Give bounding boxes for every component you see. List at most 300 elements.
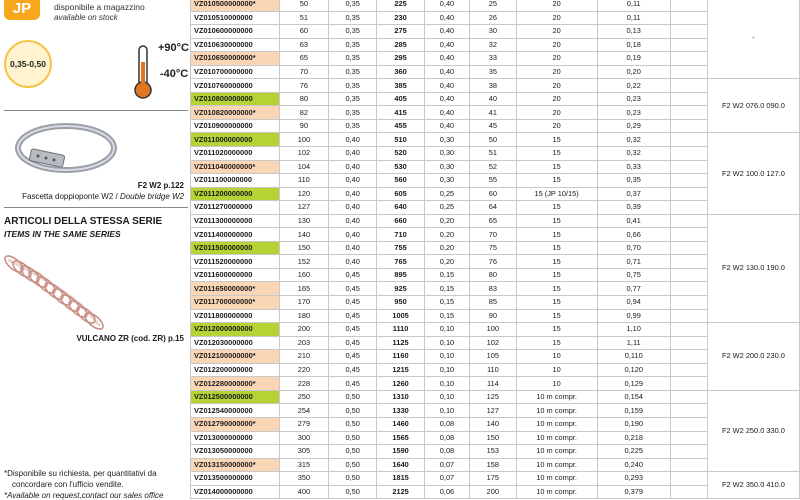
- article-code: VZ010820000000*: [191, 106, 280, 120]
- cell-c4: 1590: [377, 445, 424, 459]
- cell-c8: 0,23: [597, 92, 670, 106]
- cell-c4: 530: [377, 160, 424, 174]
- cell-c3: 0,35: [329, 0, 377, 11]
- cell-c4: 1460: [377, 417, 424, 431]
- cell-c7: 15: [516, 201, 597, 215]
- cell-c5: 0,20: [424, 241, 469, 255]
- cell-c5: 0,20: [424, 214, 469, 228]
- cell-c6: 33: [470, 52, 516, 66]
- cell-c4: 1110: [377, 323, 424, 337]
- cell-c2: 80: [279, 92, 328, 106]
- cell-c5: 0,10: [424, 363, 469, 377]
- cell-c5: 0,08: [424, 417, 469, 431]
- cell-c2: 110: [279, 174, 328, 188]
- cell-c2: 160: [279, 268, 328, 282]
- cell-empty: [670, 119, 707, 133]
- cell-c3: 0,45: [329, 282, 377, 296]
- article-code: VZ012540000000: [191, 404, 280, 418]
- cell-c7: 10 m compr.: [516, 458, 597, 472]
- cell-c2: 127: [279, 201, 328, 215]
- cell-c5: 0,15: [424, 309, 469, 323]
- table-row: [191, 133, 800, 147]
- cell-c6: 175: [470, 472, 516, 486]
- article-code: VZ011650000000*: [191, 282, 280, 296]
- article-code: VZ013150000000*: [191, 458, 280, 472]
- cell-c2: 279: [279, 417, 328, 431]
- cell-c8: 0,120: [597, 363, 670, 377]
- cell-empty: [670, 228, 707, 242]
- cell-c8: 0,94: [597, 296, 670, 310]
- cell-c6: 90: [470, 309, 516, 323]
- cell-empty: [670, 174, 707, 188]
- cell-empty: [670, 268, 707, 282]
- cell-c5: 0,10: [424, 404, 469, 418]
- cell-empty: [670, 458, 707, 472]
- cell-empty: [670, 133, 707, 147]
- cell-c4: 405: [377, 92, 424, 106]
- cell-c3: 0,50: [329, 445, 377, 459]
- article-code: VZ010760000000: [191, 79, 280, 93]
- cell-c6: 102: [470, 336, 516, 350]
- cell-c6: 50: [470, 133, 516, 147]
- cell-c3: 0,40: [329, 255, 377, 269]
- cell-c3: 0,50: [329, 417, 377, 431]
- cell-c2: 180: [279, 309, 328, 323]
- cell-c8: 0,70: [597, 241, 670, 255]
- temp-max: +90°C: [158, 42, 190, 54]
- cell-c4: 1310: [377, 390, 424, 404]
- cell-c3: 0,40: [329, 160, 377, 174]
- cell-c8: 0,190: [597, 417, 670, 431]
- cell-empty: [670, 390, 707, 404]
- cell-c7: 20: [516, 119, 597, 133]
- cell-c5: 0,30: [424, 133, 469, 147]
- cell-c4: 415: [377, 106, 424, 120]
- cell-empty: [670, 79, 707, 93]
- cell-c8: 0,23: [597, 106, 670, 120]
- cell-c3: 0,35: [329, 119, 377, 133]
- cell-empty: [670, 65, 707, 79]
- cell-c4: 1260: [377, 377, 424, 391]
- cell-c2: 63: [279, 38, 328, 52]
- cell-c5: 0,30: [424, 147, 469, 161]
- cell-c4: 710: [377, 228, 424, 242]
- series-title: ARTICOLI DELLA STESSA SERIE: [4, 216, 163, 227]
- cell-c3: 0,45: [329, 268, 377, 282]
- cell-c3: 0,50: [329, 472, 377, 486]
- cell-c4: 1565: [377, 431, 424, 445]
- article-code: VZ013050000000: [191, 445, 280, 459]
- cell-c6: 25: [470, 0, 516, 11]
- cell-c3: 0,35: [329, 92, 377, 106]
- cell-c7: 20: [516, 79, 597, 93]
- cell-c7: 15: [516, 133, 597, 147]
- cell-c6: 110: [470, 363, 516, 377]
- cell-c3: 0,35: [329, 38, 377, 52]
- cell-c8: 1,10: [597, 323, 670, 337]
- cell-c8: 0,71: [597, 255, 670, 269]
- cell-c8: 0,41: [597, 214, 670, 228]
- cell-c6: 30: [470, 25, 516, 39]
- cell-empty: [670, 363, 707, 377]
- hose-image: [4, 252, 104, 330]
- article-code: VZ010500000000*: [191, 0, 280, 11]
- cell-c6: 40: [470, 92, 516, 106]
- cell-c8: 0,110: [597, 350, 670, 364]
- cell-c2: 50: [279, 0, 328, 11]
- cell-c5: 0,15: [424, 282, 469, 296]
- cell-c4: 510: [377, 133, 424, 147]
- cell-c8: 0,35: [597, 174, 670, 188]
- divider: [4, 110, 188, 111]
- article-code: VZ011600000000: [191, 268, 280, 282]
- cell-c7: 15: [516, 336, 597, 350]
- cell-c4: 660: [377, 214, 424, 228]
- cell-empty: [670, 201, 707, 215]
- cell-c5: 0,10: [424, 336, 469, 350]
- cell-c7: 15: [516, 255, 597, 269]
- cell-c5: 0,40: [424, 119, 469, 133]
- cell-c2: 150: [279, 241, 328, 255]
- cell-c7: 15: [516, 147, 597, 161]
- article-code: VZ011700000000*: [191, 296, 280, 310]
- thermometer-icon: [128, 42, 158, 102]
- cell-c7: 15: [516, 323, 597, 337]
- cell-c8: 0,99: [597, 309, 670, 323]
- cell-empty: [670, 38, 707, 52]
- article-code: VZ011270000000: [191, 201, 280, 215]
- cell-c6: 70: [470, 228, 516, 242]
- product-table-area: [190, 0, 800, 500]
- hose-reference: VULCANO ZR (cod. ZR) p.15: [76, 334, 184, 343]
- product-table: [190, 0, 800, 499]
- article-code: VZ012500000000: [191, 390, 280, 404]
- cell-c6: 127: [470, 404, 516, 418]
- cell-c4: 1005: [377, 309, 424, 323]
- article-code: VZ010510000000: [191, 11, 280, 25]
- cell-c4: 275: [377, 25, 424, 39]
- cell-c7: 15: [516, 174, 597, 188]
- cell-c5: 0,40: [424, 52, 469, 66]
- cell-c6: 80: [470, 268, 516, 282]
- cell-c7: 10 m compr.: [516, 445, 597, 459]
- cell-c2: 203: [279, 336, 328, 350]
- cell-c3: 0,40: [329, 201, 377, 215]
- cell-c5: 0,15: [424, 296, 469, 310]
- series-title-en: ITEMS IN THE SAME SERIES: [4, 229, 121, 239]
- article-code: VZ011800000000: [191, 309, 280, 323]
- cell-c5: 0,10: [424, 390, 469, 404]
- cell-c3: 0,50: [329, 431, 377, 445]
- cell-empty: [670, 296, 707, 310]
- cell-c8: 0,33: [597, 160, 670, 174]
- cell-c8: 0,32: [597, 147, 670, 161]
- cell-c8: 0,19: [597, 52, 670, 66]
- table-row: [191, 323, 800, 337]
- cell-c5: 0,20: [424, 255, 469, 269]
- cell-c6: 65: [470, 214, 516, 228]
- cell-c7: 20: [516, 25, 597, 39]
- cell-c5: 0,15: [424, 268, 469, 282]
- article-code: VZ010700000000: [191, 65, 280, 79]
- cell-c2: 300: [279, 431, 328, 445]
- cell-c4: 605: [377, 187, 424, 201]
- cell-c2: 170: [279, 296, 328, 310]
- cell-c2: 76: [279, 79, 328, 93]
- cell-c4: 1160: [377, 350, 424, 364]
- cell-c3: 0,50: [329, 390, 377, 404]
- cell-c7: 20: [516, 106, 597, 120]
- cell-c7: 10 m compr.: [516, 390, 597, 404]
- cell-c7: 10: [516, 363, 597, 377]
- cell-c7: 20: [516, 52, 597, 66]
- article-code: VZ011400000000: [191, 228, 280, 242]
- cell-c8: 0,37: [597, 187, 670, 201]
- cell-empty: [670, 52, 707, 66]
- cell-empty: [670, 282, 707, 296]
- article-code: VZ011300000000: [191, 214, 280, 228]
- article-code: VZ011040000000*: [191, 160, 280, 174]
- article-code: VZ013000000000: [191, 431, 280, 445]
- cell-c6: 100: [470, 323, 516, 337]
- clamp-code: F2 W2 100.0 127.0: [707, 133, 799, 214]
- cell-c3: 0,35: [329, 65, 377, 79]
- cell-c4: 560: [377, 174, 424, 188]
- article-code: VZ011200000000: [191, 187, 280, 201]
- cell-c4: 895: [377, 268, 424, 282]
- article-code: VZ011100000000: [191, 174, 280, 188]
- cell-c4: 385: [377, 79, 424, 93]
- cell-c3: 0,35: [329, 25, 377, 39]
- cell-c6: 64: [470, 201, 516, 215]
- thickness-value: 0,35-0,50: [10, 59, 46, 69]
- cell-c4: 1815: [377, 472, 424, 486]
- cell-c3: 0,35: [329, 11, 377, 25]
- cell-c2: 220: [279, 363, 328, 377]
- cell-empty: [670, 417, 707, 431]
- cell-c3: 0,45: [329, 296, 377, 310]
- cell-c2: 82: [279, 106, 328, 120]
- cell-c5: 0,10: [424, 323, 469, 337]
- cell-c4: 230: [377, 11, 424, 25]
- cell-c6: 60: [470, 187, 516, 201]
- article-code: VZ012280000000*: [191, 377, 280, 391]
- cell-c7: 15: [516, 282, 597, 296]
- cell-c6: 158: [470, 458, 516, 472]
- cell-c6: 38: [470, 79, 516, 93]
- clamp-code: F2 W2 130.0 190.0: [707, 214, 799, 322]
- cell-c5: 0,30: [424, 174, 469, 188]
- article-code: VZ010600000000: [191, 25, 280, 39]
- cell-c3: 0,40: [329, 174, 377, 188]
- cell-c8: 0,77: [597, 282, 670, 296]
- thickness-badge: [4, 40, 52, 88]
- cell-c2: 104: [279, 160, 328, 174]
- clamp-code: F2 W2 250.0 330.0: [707, 390, 799, 471]
- cell-c5: 0,40: [424, 25, 469, 39]
- cell-c5: 0,10: [424, 377, 469, 391]
- cell-c8: 0,159: [597, 404, 670, 418]
- cell-c6: 52: [470, 160, 516, 174]
- cell-c5: 0,07: [424, 458, 469, 472]
- cell-c5: 0,08: [424, 431, 469, 445]
- cell-c6: 35: [470, 65, 516, 79]
- cell-c4: 1125: [377, 336, 424, 350]
- cell-c8: 0,225: [597, 445, 670, 459]
- cell-c5: 0,40: [424, 79, 469, 93]
- article-code: VZ012200000000: [191, 363, 280, 377]
- cell-empty: [670, 485, 707, 499]
- clamp-code: -: [707, 0, 799, 79]
- cell-c2: 200: [279, 323, 328, 337]
- article-code: VZ011020000000: [191, 147, 280, 161]
- table-row: [191, 0, 800, 11]
- cell-c5: 0,25: [424, 187, 469, 201]
- cell-c4: 360: [377, 65, 424, 79]
- sidebar: [0, 0, 190, 500]
- cell-c4: 520: [377, 147, 424, 161]
- cell-empty: [670, 350, 707, 364]
- cell-c4: 295: [377, 52, 424, 66]
- cell-c6: 150: [470, 431, 516, 445]
- cell-empty: [670, 147, 707, 161]
- cell-c3: 0,35: [329, 79, 377, 93]
- cell-c4: 225: [377, 0, 424, 11]
- jp-badge: JP: [4, 0, 40, 20]
- cell-c3: 0,40: [329, 228, 377, 242]
- table-row: [191, 214, 800, 228]
- cell-c8: 0,75: [597, 268, 670, 282]
- cell-c4: 765: [377, 255, 424, 269]
- footnote-it-2: concordare con l'ufficio vendite.: [12, 480, 124, 489]
- cell-c3: 0,50: [329, 485, 377, 499]
- cell-c6: 75: [470, 241, 516, 255]
- cell-c4: 950: [377, 296, 424, 310]
- cell-c3: 0,45: [329, 309, 377, 323]
- cell-c8: 0,18: [597, 38, 670, 52]
- cell-empty: [670, 241, 707, 255]
- cell-c5: 0,07: [424, 472, 469, 486]
- article-code: VZ010800000000: [191, 92, 280, 106]
- cell-c8: 0,11: [597, 11, 670, 25]
- clamp-image: [8, 118, 118, 180]
- cell-c2: 350: [279, 472, 328, 486]
- cell-c6: 105: [470, 350, 516, 364]
- stock-label-en: available on stock: [54, 13, 118, 22]
- cell-c7: 15 (JP 10/15): [516, 187, 597, 201]
- cell-c2: 400: [279, 485, 328, 499]
- cell-c3: 0,45: [329, 323, 377, 337]
- cell-c2: 315: [279, 458, 328, 472]
- cell-c7: 15: [516, 241, 597, 255]
- article-code: VZ013500000000: [191, 472, 280, 486]
- cell-c2: 140: [279, 228, 328, 242]
- cell-c5: 0,06: [424, 485, 469, 499]
- cell-c5: 0,40: [424, 38, 469, 52]
- cell-c3: 0,50: [329, 458, 377, 472]
- cell-c7: 10 m compr.: [516, 431, 597, 445]
- cell-c3: 0,40: [329, 133, 377, 147]
- article-code: VZ010900000000: [191, 119, 280, 133]
- table-row: [191, 472, 800, 486]
- cell-c6: 125: [470, 390, 516, 404]
- cell-empty: [670, 336, 707, 350]
- cell-empty: [670, 0, 707, 11]
- cell-c6: 41: [470, 106, 516, 120]
- cell-c7: 20: [516, 65, 597, 79]
- cell-c7: 15: [516, 214, 597, 228]
- cell-c7: 20: [516, 0, 597, 11]
- cell-empty: [670, 255, 707, 269]
- cell-c7: 15: [516, 296, 597, 310]
- footnote-it-1: *Disponibile su richiesta, per quantitativi da: [4, 469, 157, 478]
- cell-c8: 0,39: [597, 201, 670, 215]
- cell-c2: 70: [279, 65, 328, 79]
- cell-c3: 0,35: [329, 52, 377, 66]
- cell-c3: 0,40: [329, 147, 377, 161]
- article-code: VZ012100000000*: [191, 350, 280, 364]
- clamp-description: Fascetta doppioponte W2 / Double bridge W2: [22, 192, 184, 201]
- cell-c2: 65: [279, 52, 328, 66]
- article-code: VZ011500000000: [191, 241, 280, 255]
- cell-empty: [670, 404, 707, 418]
- article-code: VZ010650000000*: [191, 52, 280, 66]
- cell-empty: [670, 431, 707, 445]
- cell-c5: 0,25: [424, 201, 469, 215]
- cell-c6: 26: [470, 11, 516, 25]
- cell-c6: 114: [470, 377, 516, 391]
- cell-c3: 0,45: [329, 336, 377, 350]
- cell-c7: 10 m compr.: [516, 417, 597, 431]
- cell-empty: [670, 377, 707, 391]
- cell-c7: 10: [516, 377, 597, 391]
- cell-c5: 0,40: [424, 11, 469, 25]
- cell-c2: 130: [279, 214, 328, 228]
- cell-c4: 1640: [377, 458, 424, 472]
- cell-c8: 0,66: [597, 228, 670, 242]
- clamp-code: F2 W2 200.0 230.0: [707, 323, 799, 391]
- cell-c4: 455: [377, 119, 424, 133]
- cell-c7: 10 m compr.: [516, 404, 597, 418]
- cell-c2: 152: [279, 255, 328, 269]
- cell-c7: 15: [516, 160, 597, 174]
- cell-c8: 0,20: [597, 65, 670, 79]
- article-code: VZ014000000000: [191, 485, 280, 499]
- cell-c6: 32: [470, 38, 516, 52]
- article-code: VZ012030000000: [191, 336, 280, 350]
- cell-empty: [670, 160, 707, 174]
- cell-c4: 285: [377, 38, 424, 52]
- table-row: [191, 79, 800, 93]
- article-code: VZ012790000000*: [191, 417, 280, 431]
- cell-c2: 51: [279, 11, 328, 25]
- temp-min: -40°C: [160, 68, 189, 80]
- cell-c3: 0,45: [329, 363, 377, 377]
- cell-empty: [670, 323, 707, 337]
- cell-c3: 0,40: [329, 214, 377, 228]
- cell-c4: 640: [377, 201, 424, 215]
- cell-c7: 20: [516, 92, 597, 106]
- cell-c4: 755: [377, 241, 424, 255]
- cell-c5: 0,30: [424, 160, 469, 174]
- cell-c8: 0,13: [597, 25, 670, 39]
- cell-c2: 100: [279, 133, 328, 147]
- cell-c3: 0,45: [329, 350, 377, 364]
- cell-c2: 120: [279, 187, 328, 201]
- article-code: VZ012000000000: [191, 323, 280, 337]
- cell-c7: 10 m compr.: [516, 485, 597, 499]
- cell-c5: 0,40: [424, 0, 469, 11]
